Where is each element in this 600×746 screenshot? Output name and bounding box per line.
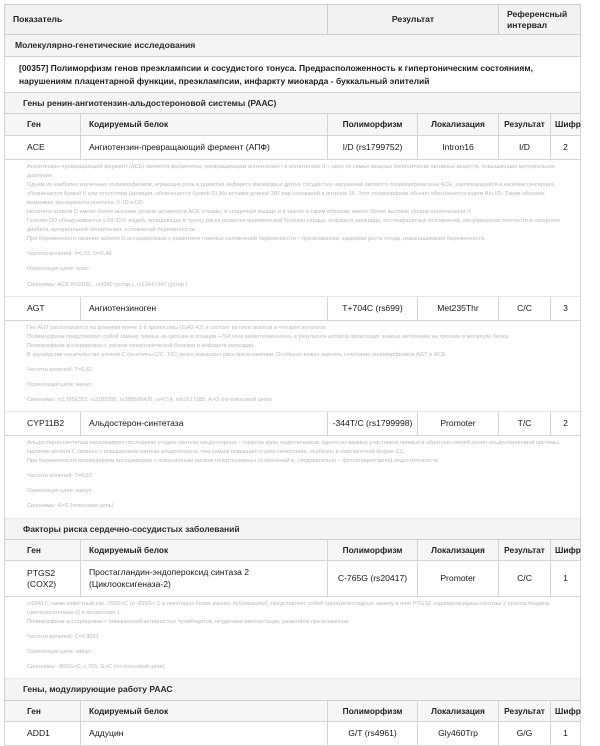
gene-localization: Met235Thr bbox=[418, 296, 499, 320]
gene-localization: Promoter bbox=[418, 412, 499, 436]
strand-orientation: Ориентация цепи: плюс bbox=[27, 266, 90, 273]
gene-symbol: CYP11B2 bbox=[5, 412, 81, 436]
description-paragraph: Полиморфизм ассоциирован с риском гипертонической болезни и инфаркта миокарда. bbox=[27, 342, 255, 349]
gene-description bbox=[5, 436, 581, 518]
gene-col-localization: Локализация bbox=[418, 114, 499, 135]
group-title-row bbox=[5, 92, 581, 114]
gene-row bbox=[5, 722, 581, 746]
gene-code: 1 bbox=[551, 561, 581, 596]
gene-col-polymorphism: Полиморфизм bbox=[328, 700, 418, 721]
allele-frequency: Частота аллелей: I=0,52, D=0,48 bbox=[27, 251, 112, 258]
strand-orientation: Ориентация цепи: минус bbox=[27, 381, 92, 388]
table-header-row bbox=[5, 5, 581, 35]
description-paragraph: Ген AGT располагается на длинном плече 1-й хромосомы (1q42-43) и состоит из пяти экзонов и четырех интронов. bbox=[27, 324, 328, 331]
gene-localization: Intron16 bbox=[418, 135, 499, 159]
gene-localization: Gly460Trp bbox=[418, 722, 499, 746]
allele-frequency: Частота аллелей: C=0.8021 bbox=[27, 633, 99, 640]
gene-protein: Аддуцин bbox=[81, 722, 328, 746]
description-paragraph: Носители аллеля D имеют более высокие уровни активности ACE плазмы, в сердечной мышце и в тканях и таким образом, имеют более высокие уровни ангиотензина II. bbox=[27, 209, 472, 216]
allele-frequency: Частота аллелей: T=0,52 bbox=[27, 366, 93, 373]
synonyms: Синонимы: A>G (плюсовая цепь) bbox=[27, 503, 114, 510]
report-table bbox=[4, 4, 581, 746]
gene-code: 2 bbox=[551, 412, 581, 436]
column-header-reference: Референсный интервал bbox=[499, 5, 581, 35]
description-paragraph: При беременности наличие аллеля D ассоциировано с развитием тяжелых осложнений беременности – преэклампсии, задержки роста плода, невынашивания беременности. bbox=[27, 236, 486, 243]
allele-frequency: Частота аллелей: T=0,57 bbox=[27, 473, 93, 480]
gene-symbol: AGT bbox=[5, 296, 81, 320]
group-title-row bbox=[5, 518, 581, 540]
gene-row bbox=[5, 296, 581, 320]
gene-symbol: PTGS2 (COX2) bbox=[5, 561, 81, 596]
gene-column-header-row bbox=[5, 540, 581, 561]
gene-result: C/C bbox=[499, 296, 551, 320]
strand-orientation: Ориентация цепи: минус bbox=[27, 488, 92, 495]
gene-col-result: Результат bbox=[499, 540, 551, 561]
gene-protein: Ангиотензин-превращающий фермент (АПФ) bbox=[81, 135, 328, 159]
group-title: Гены ренин-ангиотензин-альдостероновой системы (РААС) bbox=[5, 92, 581, 114]
gene-description bbox=[5, 159, 581, 296]
gene-result: C/C bbox=[499, 561, 551, 596]
report-body bbox=[5, 5, 581, 746]
gene-col-localization: Локализация bbox=[418, 700, 499, 721]
gene-col-result: Результат bbox=[499, 700, 551, 721]
description-paragraph: Полиморфизм ассоциирован с повышенной активностью тромбоцитов, неудачами имплантации, развитием преэклампсии. bbox=[27, 618, 350, 625]
synonyms: Синонимы: ACE INS/DEL, rs4340 (устар.), rs13447447 (устар.) bbox=[27, 281, 188, 288]
synonyms: Синонимы: rs17856353, rs3182295, rs388606420, rs4714, rs61617185, A>G (по плюсовой цепи) bbox=[27, 397, 272, 403]
group-title: Факторы риска сердечно-сосудистых заболеваний bbox=[5, 518, 581, 540]
description-paragraph: Полиморфизм представляет собой замену тимина на цитозин в позиции +704 гена ангиотензиногена, в результате которой происходит замена метионина на треонин в молекуле белка. bbox=[27, 333, 510, 340]
strand-orientation: Ориентация цепи: минус bbox=[27, 649, 92, 656]
gene-polymorphism: T+704C (rs699) bbox=[328, 296, 418, 320]
group-title: Гены, модулирующие работу РААС bbox=[5, 679, 581, 701]
panel-title: [00357] Полиморфизм генов преэклампсии и сосудистого тонуса. Предрасположенность к гипертоническим состояниям, нарушениям плацентарной функции, преэклампсии, инфаркту миокарда - буккальный эпителий bbox=[5, 57, 581, 93]
gene-description-row bbox=[5, 320, 581, 411]
gene-col-gene: Ген bbox=[5, 700, 81, 721]
gene-col-polymorphism: Полиморфизм bbox=[328, 114, 418, 135]
gene-localization: Promoter bbox=[418, 561, 499, 596]
gene-result: I/D bbox=[499, 135, 551, 159]
gene-row bbox=[5, 561, 581, 596]
section-title: Молекулярно-генетические исследования bbox=[5, 35, 581, 57]
gene-description bbox=[5, 320, 581, 411]
gene-col-protein: Кодируемый белок bbox=[81, 114, 328, 135]
gene-row bbox=[5, 135, 581, 159]
section-title-row bbox=[5, 35, 581, 57]
description-paragraph: В акушерстве носительство аллеля С (генотипы С/С, Т/С) резко повышает риск преэклампсии. Особенно важно оценить сочетание полиморфизмов AGT и ACE. bbox=[27, 351, 447, 358]
description-paragraph: Ангиотензин-превращающий фермент (ACE) является ферментом, превращающим ангиотензин I в ангиотензин II – одно из самых мощных биологически активных веществ, повышающих артериальное давление. bbox=[27, 163, 556, 180]
gene-description-row bbox=[5, 436, 581, 518]
description-paragraph: rs20417, также известный как -765G>C (и -899G> C в некоторых более ранних публикациях), представляет собой однонуклеотидную замену в гене PTGS2 эндопероксидазы синтазы 2 простагландина (циклооксигеназы-2) в хромосоме 1. bbox=[27, 600, 550, 616]
gene-polymorphism: C-765G (rs20417) bbox=[328, 561, 418, 596]
gene-code: 2 bbox=[551, 135, 581, 159]
gene-description-row bbox=[5, 159, 581, 296]
group-title-row bbox=[5, 679, 581, 701]
gene-result: T/C bbox=[499, 412, 551, 436]
gene-column-header-row bbox=[5, 700, 581, 721]
gene-col-localization: Локализация bbox=[418, 540, 499, 561]
gene-code: 3 bbox=[551, 296, 581, 320]
gene-symbol: ACE bbox=[5, 135, 81, 159]
description-paragraph: Альдостерон-синтетаза катализирует последнюю стадию синтеза альдостерона – гормона коры надпочечников, одного из важных участников прямых и обратных связей ренин-альдостероновой системы. bbox=[27, 440, 560, 447]
gene-col-protein: Кодируемый белок bbox=[81, 700, 328, 721]
column-header-indicator: Показатель bbox=[5, 5, 328, 35]
panel-title-row bbox=[5, 57, 581, 93]
description-paragraph: Наличие аллеля С связано с повышением синтеза альдостерона, тем самым повышается риск гипертонии, особенно в гомозиготной форме СС. bbox=[27, 449, 406, 456]
gene-col-protein: Кодируемый белок bbox=[81, 540, 328, 561]
gene-col-code: Шифр bbox=[551, 540, 581, 561]
gene-row bbox=[5, 412, 581, 436]
gene-col-gene: Ген bbox=[5, 540, 81, 561]
gene-protein: Ангиотензиноген bbox=[81, 296, 328, 320]
gene-symbol: ADD1 bbox=[5, 722, 81, 746]
gene-col-code: Шифр bbox=[551, 700, 581, 721]
gene-col-code: Шифр bbox=[551, 114, 581, 135]
gene-col-gene: Ген bbox=[5, 114, 81, 135]
column-header-result: Результат bbox=[328, 5, 499, 35]
gene-col-result: Результат bbox=[499, 114, 551, 135]
description-paragraph: При беременности полиморфизм ассоциирован с повышенным риском гипертензивных осложнений и, следовательно – фетоплацентарной недостаточности. bbox=[27, 458, 440, 465]
gene-code: 1 bbox=[551, 722, 581, 746]
gene-description-row bbox=[5, 596, 581, 678]
description-paragraph: Одним из наиболее изученных полиморфизмов, играющих роль в развитии инфаркта миокарда и других сосудистых нарушений является полиморфизм гена ACE, заключающийся в наличии (инсерция, обозначается буквой I) или отсутствии (делеция, обозначается буквой D) Alu-вставки длиной 287 пар оснований в интроне 16. Этот полиморфизм обычно обозначается кодом Alu I/D. Таким образом, возможны три варианта генотипа: II, ID и DD. bbox=[27, 182, 555, 207]
gene-col-polymorphism: Полиморфизм bbox=[328, 540, 418, 561]
description-paragraph: Генотип DD обнаруживается у 28-31% людей, попадающих в группу риска развития ишемической болезни сердца, инфаркта миокарда, постинфарктных осложнений, инсулинорезистентности и сахарного диабета, артериальной гипертензии, осложнений беременности. bbox=[27, 218, 561, 234]
synonyms: Синонимы: -899G>C, c.765, G>C (по плюсовой цепи) bbox=[27, 664, 165, 671]
gene-polymorphism: G/T (rs4961) bbox=[328, 722, 418, 746]
gene-polymorphism: I/D (rs1799752) bbox=[328, 135, 418, 159]
gene-protein: Альдостерон-синтетаза bbox=[81, 412, 328, 436]
gene-description bbox=[5, 596, 581, 678]
gene-result: G/G bbox=[499, 722, 551, 746]
gene-column-header-row bbox=[5, 114, 581, 135]
gene-polymorphism: -344T/C (rs1799998) bbox=[328, 412, 418, 436]
gene-protein: Простагландин-эндопероксид синтаза 2 (Циклооксигеназа-2) bbox=[81, 561, 328, 596]
